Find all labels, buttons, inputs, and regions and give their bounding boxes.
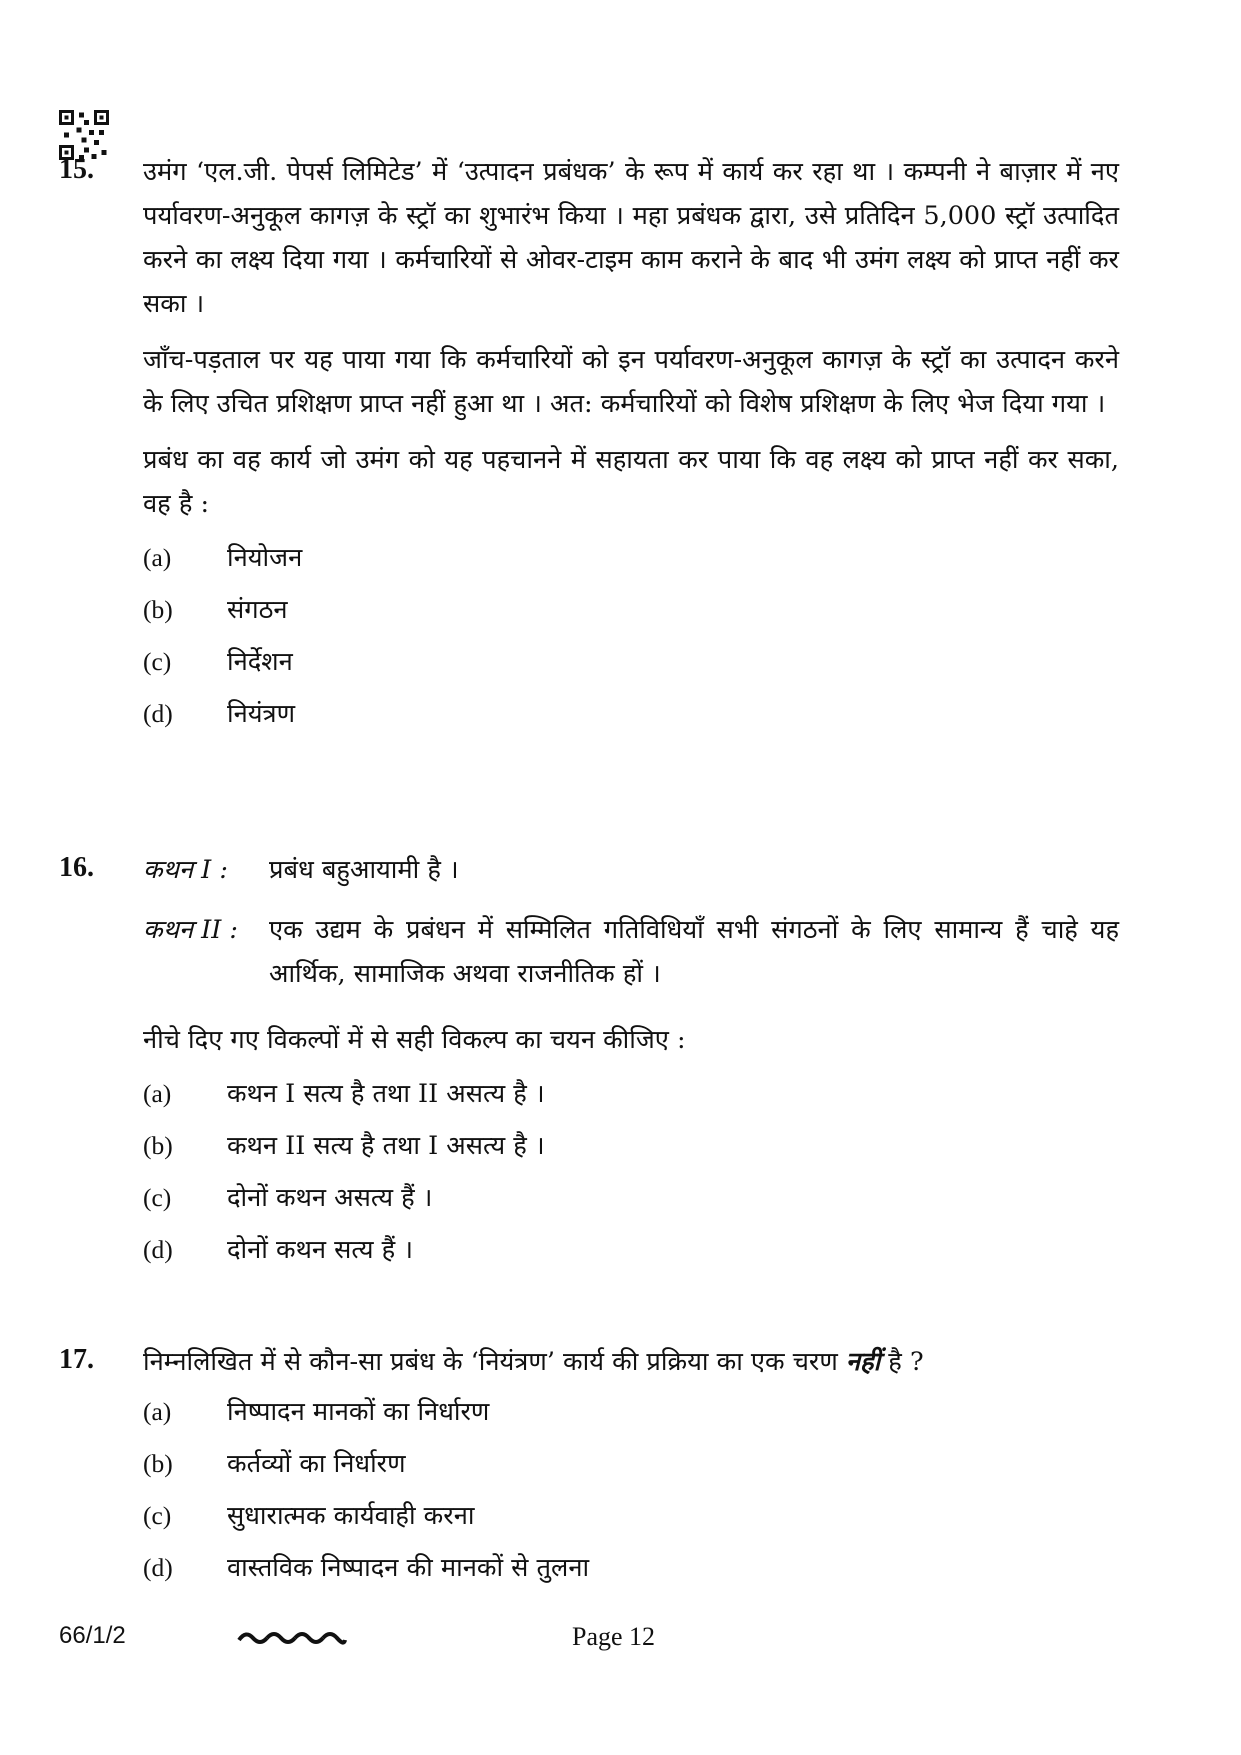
option-a: (a) निष्पादन मानकों का निर्धारण [143, 1397, 490, 1427]
question-number: 15. [59, 154, 94, 185]
question-17 [59, 1340, 1119, 1598]
option-d: (d) वास्तविक निष्पादन की मानकों से तुलना [143, 1553, 590, 1583]
statement-label: कथन II : [143, 915, 238, 945]
question-instruction: नीचे दिए गए विकल्पों में से सही विकल्प का चयन कीजिए : [143, 1025, 686, 1055]
question-text: निम्नलिखित में से कौन-सा प्रबंध के ‘नियंत्रण’ कार्य की प्रक्रिया का एक चरण नहीं है ? [143, 1347, 924, 1377]
tilde-ornament-icon [237, 1628, 347, 1648]
question-paragraph: उमंग ‘एल.जी. पेपर्स लिमिटेड’ में ‘उत्पादन प्रबंधक’ के रूप में कार्य कर रहा था । कम्पनी ने बाज़ार में नए पर्यावरण-अनुकूल कागज़ के स्ट्रॉ का शुभारंभ किया । महा प्रबंधक द्वारा, उसे प्रतिदिन 5,000 स्ट्रॉ उत्पादित करने का लक्ष्य दिया गया । कर्मचारियों से ओवर-टाइम काम कराने के बाद भी उमंग लक्ष्य को प्राप्त नहीं कर सका । [143, 157, 1119, 319]
option-c: (c) निर्देशन [143, 647, 293, 677]
question-paragraph: जाँच-पड़ताल पर यह पाया गया कि कर्मचारियों को इन पर्यावरण-अनुकूल कागज़ के स्ट्रॉ का उत्पादन करने के लिए उचित प्रशिक्षण प्राप्त नहीं हुआ था । अत: कर्मचारियों को विशेष प्रशिक्षण के लिए भेज दिया गया । [143, 345, 1119, 419]
option-d: (d) दोनों कथन सत्य हैं । [143, 1235, 413, 1265]
option-a: (a) कथन I सत्य है तथा II असत्य है । [143, 1079, 545, 1109]
statement-label: कथन I : [143, 855, 228, 885]
page-footer [0, 1622, 1241, 1662]
page-number: Page 12 [572, 1622, 656, 1651]
option-b: (b) कर्तव्यों का निर्धारण [143, 1449, 406, 1479]
statement-1 [143, 848, 1119, 892]
question-15 [59, 150, 1119, 744]
question-number: 17. [59, 1344, 94, 1375]
option-a: (a) नियोजन [143, 543, 303, 573]
question-number: 16. [59, 852, 94, 883]
statement-text: प्रबंध बहुआयामी है । [269, 855, 459, 885]
option-b: (b) कथन II सत्य है तथा I असत्य है । [143, 1131, 545, 1161]
emphasis-word: नहीं [845, 1347, 881, 1377]
question-16 [59, 848, 1119, 1280]
question-prompt: प्रबंध का वह कार्य जो उमंग को यह पहचानने में सहायता कर पाया कि वह लक्ष्य को प्राप्त नहीं कर सका, वह है : [143, 445, 1119, 519]
option-b: (b) संगठन [143, 595, 288, 625]
paper-code: 66/1/2 [59, 1622, 126, 1649]
option-c: (c) सुधारात्मक कार्यवाही करना [143, 1501, 475, 1531]
statement-text: एक उद्यम के प्रबंधन में सम्मिलित गतिविधियाँ सभी संगठनों के लिए सामान्य हैं चाहे यह आर्थिक, सामाजिक अथवा राजनीतिक हों । [269, 915, 1119, 989]
statement-2 [143, 908, 1119, 996]
option-d: (d) नियंत्रण [143, 699, 296, 729]
option-c: (c) दोनों कथन असत्य हैं । [143, 1183, 433, 1213]
